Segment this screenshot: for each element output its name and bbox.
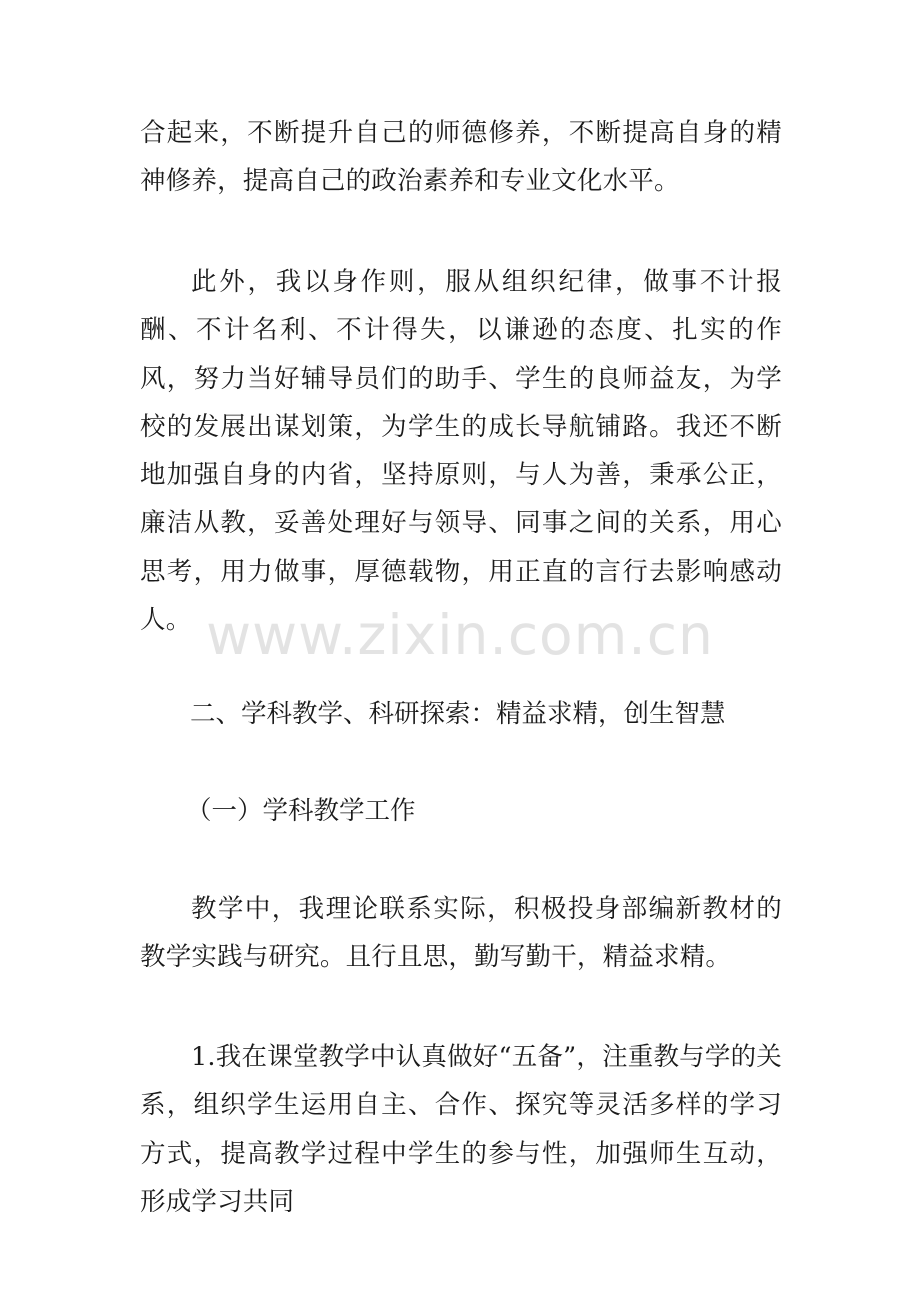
subsection-heading-1: （一）学科教学工作: [186, 796, 416, 826]
section-heading-2: 二、学科教学、科研探索：精益求精，创生智慧: [190, 699, 726, 729]
paragraph-conduct: 此外，我以身作则，服从组织纪律，做事不计报酬、不计名利、不计得失，以谦逊的态度、扎实的作风，努力当好辅导员们的助手、学生的良师益友，为学校的发展出谋划策，为学生的成长导航铺路。我还不断地加强自身的内省，坚持原则，与人为善，秉承公正，廉洁从教，妥善处理好与领导、同事之间的关系，用心思考，用力做事，厚德载物，用正直的言行去影响感动人。: [140, 267, 782, 636]
paragraph-continuation: 合起来，不断提升自己的师德修养，不断提高自身的精神修养，提高自己的政治素养和专业文化水平。: [140, 118, 782, 197]
watermark: www.zixin.com.cn: [206, 603, 714, 667]
paragraph-item-1: 1.我在课堂教学中认真做好“五备”，注重教与学的关系，组织学生运用自主、合作、探究等灵活多样的学习方式，提高教学过程中学生的参与性，加强师生互动，形成学习共同: [140, 1042, 782, 1217]
paragraph-teaching: 教学中，我理论联系实际，积极投身部编新教材的教学实践与研究。且行且思，勤写勤干，精益求精。: [140, 894, 782, 973]
